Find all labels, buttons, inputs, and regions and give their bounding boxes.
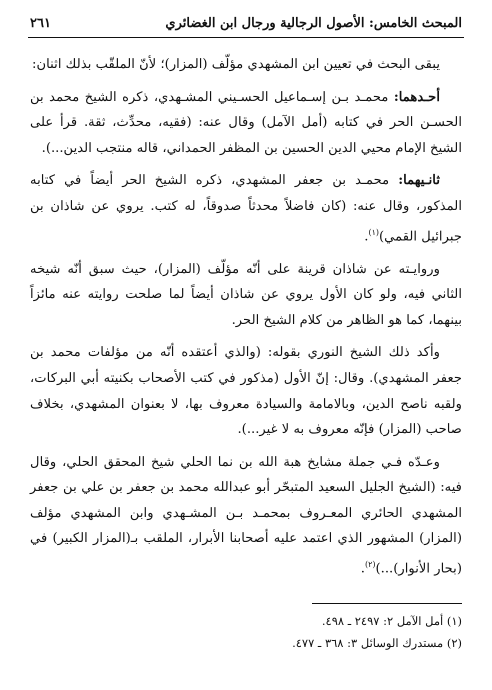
term-label: أحـدهما: — [393, 89, 440, 105]
paragraph: وروايـته عن شاذان قرينة على أنّه مؤلّف (المزار)، حيث سبق أنّه شيخه الثاني فيه، ولو كان الأول يروي عن شاذان أيضاً لما صلحت روايته عنه مائزاً بينهما، كما هو الظاهر من كلام الشيخ الحر. — [30, 261, 462, 328]
footnote: (٢) مستدرك الوسائل ٣: ٣٦٨ ـ ٤٧٧. — [292, 636, 462, 650]
page-number: ٢٦١ — [30, 15, 51, 31]
footnote: (١) أمل الآمل ٢: ٢٤٩٧ ـ ٤٩٨. — [321, 614, 462, 628]
footnote-ref: (٢) — [364, 560, 376, 570]
running-title: المبحث الخامس: الأصول الرجالية ورجال ابن الغضائري — [165, 15, 462, 31]
page-header — [30, 12, 462, 34]
term-label: ثانـيهما: — [398, 173, 440, 189]
paragraph: أحـدهما: محمـد بـن إسـماعيل الحسـيني المشـهدي، ذكره الشيخ محمد بن الحسـن الحر في كتابه (أمل الآمل) وقال عنه: (فقيه، محدِّث، ثقة. قرأ على الشيخ الإمام محيي الدين الحسين بن المظفر الحمداني، قاله منتجب الدين...). — [30, 89, 462, 156]
footnote-ref: (١) — [368, 227, 379, 237]
header-divider — [28, 37, 464, 38]
footnotes — [30, 610, 462, 654]
paragraph: وعـدّه فـي جملة مشايخ هبة الله بن نما الحلي شيخ المحقق الحلي، وقال فيه: (الشيخ الجليل السعيد المتبحّر أبو عبدالله محمد بن جعفر بن علي بن جعفر المشهدي الحائري المعـروف بمحمـد بـن المشـهدي وابن المشهدي مؤلف (المزار) المشهور الذي اعتمد عليه أصحابنا الأبرار، الملقب بـ(المزار الكبير) في (بحار الأنوار)...)$^{(٢)}$. — [30, 454, 462, 577]
main-text — [30, 52, 462, 589]
footnote-divider — [312, 603, 462, 604]
paragraph: وأكد ذلك الشيخ النوري بقوله: (والذي أعتقده أنّه من مؤلفات محمد بن جعفر المشهدي). وقال: إنّ الأول (مذكور في كتب الأصحاب بكنيته أبي البركات، ولقبه ناصح الدين، وبالامامة والسيادة معروف بها، لا بعنوان المشهدي، بخلاف صاحب (المزار) فإنّه معروف به لا غير...). — [30, 345, 462, 438]
paragraph: يبقى البحث في تعيين ابن المشهدي مؤلّف (المزار)؛ لأنّ الملقّب بذلك اثنان: — [32, 57, 440, 72]
paragraph: ثانـيهما: محمـد بن جعفر المشهدي، ذكره الشيخ الحر أيضاً في كتابه المذكور، وقال عنه: (كان فاضلاً محدثاً صدوقاً، له كتب. يروي عن شاذان بن جبرائيل القمي)$^{(١)}$. — [30, 173, 462, 244]
